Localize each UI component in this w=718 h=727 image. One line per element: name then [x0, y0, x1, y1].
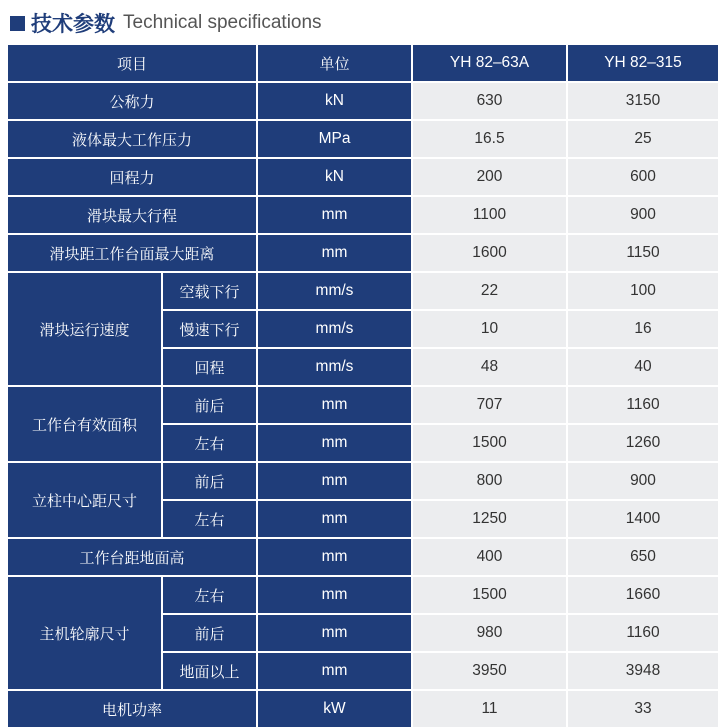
group-label: 滑块运行速度	[8, 273, 161, 385]
row-value-b: 3948	[568, 653, 718, 689]
row-unit: mm	[258, 235, 411, 271]
row-unit: mm	[258, 425, 411, 461]
row-value-b: 1260	[568, 425, 718, 461]
row-value-a: 980	[413, 615, 566, 651]
sub-label: 回程	[163, 349, 256, 385]
row-unit: kN	[258, 83, 411, 119]
row-label: 滑块最大行程	[8, 197, 256, 233]
row-value-b: 1150	[568, 235, 718, 271]
row-value-a: 10	[413, 311, 566, 347]
row-value-a: 11	[413, 691, 566, 727]
row-value-b: 650	[568, 539, 718, 575]
row-value-b: 3150	[568, 83, 718, 119]
row-unit: kW	[258, 691, 411, 727]
row-unit: mm	[258, 539, 411, 575]
row-unit: mm/s	[258, 349, 411, 385]
sub-label: 前后	[163, 615, 256, 651]
row-value-a: 22	[413, 273, 566, 309]
row-unit: MPa	[258, 121, 411, 157]
section-heading	[10, 6, 322, 40]
sub-label: 地面以上	[163, 653, 256, 689]
row-value-a: 1500	[413, 425, 566, 461]
row-unit: kN	[258, 159, 411, 195]
row-value-a: 1100	[413, 197, 566, 233]
row-value-b: 1160	[568, 387, 718, 423]
row-value-b: 900	[568, 463, 718, 499]
heading-square-icon	[10, 16, 25, 31]
row-value-a: 16.5	[413, 121, 566, 157]
row-value-a: 1600	[413, 235, 566, 271]
header-model-a: YH 82–63A	[413, 45, 566, 81]
row-unit: mm	[258, 615, 411, 651]
row-label: 电机功率	[8, 691, 256, 727]
sub-label: 前后	[163, 463, 256, 499]
row-unit: mm	[258, 463, 411, 499]
row-value-b: 1400	[568, 501, 718, 537]
row-value-a: 707	[413, 387, 566, 423]
row-value-b: 16	[568, 311, 718, 347]
row-unit: mm/s	[258, 311, 411, 347]
heading-zh: 技术参数	[31, 12, 115, 36]
row-value-b: 100	[568, 273, 718, 309]
row-unit: mm/s	[258, 273, 411, 309]
row-value-a: 800	[413, 463, 566, 499]
sub-label: 左右	[163, 501, 256, 537]
header-unit: 单位	[258, 45, 411, 81]
sub-label: 左右	[163, 577, 256, 613]
row-value-a: 200	[413, 159, 566, 195]
row-unit: mm	[258, 577, 411, 613]
sub-label: 左右	[163, 425, 256, 461]
row-unit: mm	[258, 653, 411, 689]
row-value-b: 1660	[568, 577, 718, 613]
row-value-b: 40	[568, 349, 718, 385]
row-unit: mm	[258, 387, 411, 423]
row-value-b: 600	[568, 159, 718, 195]
row-unit: mm	[258, 197, 411, 233]
sub-label: 空载下行	[163, 273, 256, 309]
row-value-b: 33	[568, 691, 718, 727]
sub-label: 慢速下行	[163, 311, 256, 347]
row-label: 滑块距工作台面最大距离	[8, 235, 256, 271]
row-label: 公称力	[8, 83, 256, 119]
header-model-b: YH 82–315	[568, 45, 718, 81]
row-value-a: 1500	[413, 577, 566, 613]
sub-label: 前后	[163, 387, 256, 423]
row-unit: mm	[258, 501, 411, 537]
group-label: 主机轮廓尺寸	[8, 577, 161, 689]
row-value-a: 630	[413, 83, 566, 119]
row-label: 液体最大工作压力	[8, 121, 256, 157]
row-value-a: 48	[413, 349, 566, 385]
row-value-b: 25	[568, 121, 718, 157]
row-value-a: 1250	[413, 501, 566, 537]
group-label: 立柱中心距尺寸	[8, 463, 161, 537]
header-item: 项目	[8, 45, 256, 81]
row-value-a: 400	[413, 539, 566, 575]
row-value-b: 900	[568, 197, 718, 233]
row-value-b: 1160	[568, 615, 718, 651]
spec-table	[8, 45, 682, 719]
row-label: 工作台距地面高	[8, 539, 256, 575]
heading-en: Technical specifications	[123, 12, 322, 33]
row-label: 回程力	[8, 159, 256, 195]
group-label: 工作台有效面积	[8, 387, 161, 461]
row-value-a: 3950	[413, 653, 566, 689]
